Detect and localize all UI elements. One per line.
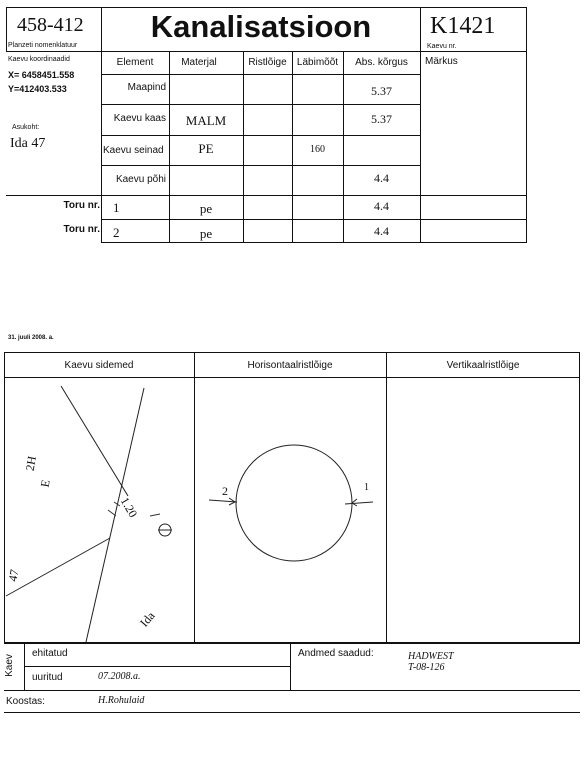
row-height: 5.37 <box>371 112 392 126</box>
row-element: Kaevu põhi <box>115 174 166 185</box>
pipe-nr: 2 <box>113 225 120 240</box>
author-value: H.Rohulaid <box>98 695 145 706</box>
footer-line <box>24 666 290 667</box>
row-element: Kaevu kaas <box>113 113 166 124</box>
table-line <box>101 135 421 136</box>
kaev-label: Kaev <box>3 654 15 677</box>
col-header-section: Ristlõige <box>248 57 287 68</box>
col-header-element: Element <box>116 57 154 68</box>
table-line <box>101 104 421 105</box>
plan-number: 458-412 <box>17 14 84 36</box>
hand-ida: Ida <box>136 608 158 630</box>
hand-e: E <box>37 478 53 489</box>
row-height: 4.4 <box>374 171 389 185</box>
pipe-1-arrow <box>352 499 357 506</box>
coords-label: Kaevu koordinaadid <box>8 56 70 63</box>
footer-line <box>4 712 580 713</box>
coord-y <box>8 84 67 94</box>
pipe-1-number: 1 <box>364 482 369 493</box>
street-line <box>6 538 110 596</box>
panel-title-vertical: Vertikaalristlõige <box>446 360 520 371</box>
pipe-1-line <box>345 502 373 504</box>
table-line <box>243 51 244 243</box>
survey-date: 31. juuli 2008. a. <box>8 335 54 341</box>
built-label: ehitatud <box>32 648 68 659</box>
col-header-material: Materjal <box>181 57 217 68</box>
table-line <box>6 195 527 196</box>
source-label: Andmed saadud: <box>298 648 374 659</box>
source-value: HADWEST <box>408 651 454 662</box>
source-code: T-08-126 <box>408 662 445 673</box>
surveyed-value: 07.2008.a. <box>98 671 141 682</box>
well-circle <box>236 445 352 561</box>
well-id-label: Kaevu nr. <box>427 43 457 50</box>
table-line <box>343 51 344 243</box>
connections-sketch <box>4 378 194 642</box>
coord-x <box>8 70 74 80</box>
footer-line <box>4 643 580 644</box>
table-line <box>101 165 421 166</box>
pipe-nr: 1 <box>113 200 120 215</box>
table-line <box>420 51 421 243</box>
pipe-material: pe <box>199 201 213 216</box>
address: Ida 47 <box>10 136 46 151</box>
footer-line <box>4 690 580 691</box>
pipe-label: Toru nr. <box>63 224 100 235</box>
coord-x-text: X= 6458451.558 <box>8 70 75 80</box>
pipe-2-number: 2 <box>222 484 228 498</box>
notes-header: Märkus <box>425 56 458 67</box>
col-header-diameter: Läbimõõt <box>296 57 339 68</box>
pipe-height: 4.4 <box>374 199 389 213</box>
hand-47: 47 <box>5 568 22 583</box>
sketch-divider <box>386 352 387 643</box>
panel-title-horizontal: Horisontaalristlõige <box>247 360 333 371</box>
address-label: Asukoht: <box>12 124 40 131</box>
coord-y-text: Y=412403.533 <box>8 84 67 94</box>
row-material: PE <box>198 141 214 156</box>
col-header-height: Abs. kõrgus <box>355 57 408 68</box>
table-line <box>101 74 421 75</box>
horizontal-section <box>195 378 385 642</box>
pipe-label: Toru nr. <box>63 200 100 211</box>
pipe-height: 4.4 <box>374 224 389 238</box>
row-height: 5.37 <box>371 84 392 98</box>
street-line <box>61 386 128 496</box>
page-title: Kanalisatsioon <box>150 9 372 44</box>
table-line <box>101 219 527 220</box>
hand-num: 1.20 <box>117 494 141 520</box>
hand-2h: 2H <box>22 454 40 472</box>
surveyed-label: uuritud <box>32 672 63 683</box>
plan-label: Planzeti nomenklatuur <box>8 42 78 49</box>
pipe-material: pe <box>199 226 213 241</box>
row-element: Kaevu seinad <box>103 145 164 156</box>
row-material: MALM <box>185 113 227 128</box>
author-label: Koostas: <box>6 696 45 707</box>
row-diameter: 160 <box>310 144 325 155</box>
row-element: Maapind <box>127 82 166 93</box>
panel-title-connections: Kaevu sidemed <box>64 360 134 371</box>
well-id: K1421 <box>430 13 496 39</box>
footer-line <box>290 643 291 690</box>
